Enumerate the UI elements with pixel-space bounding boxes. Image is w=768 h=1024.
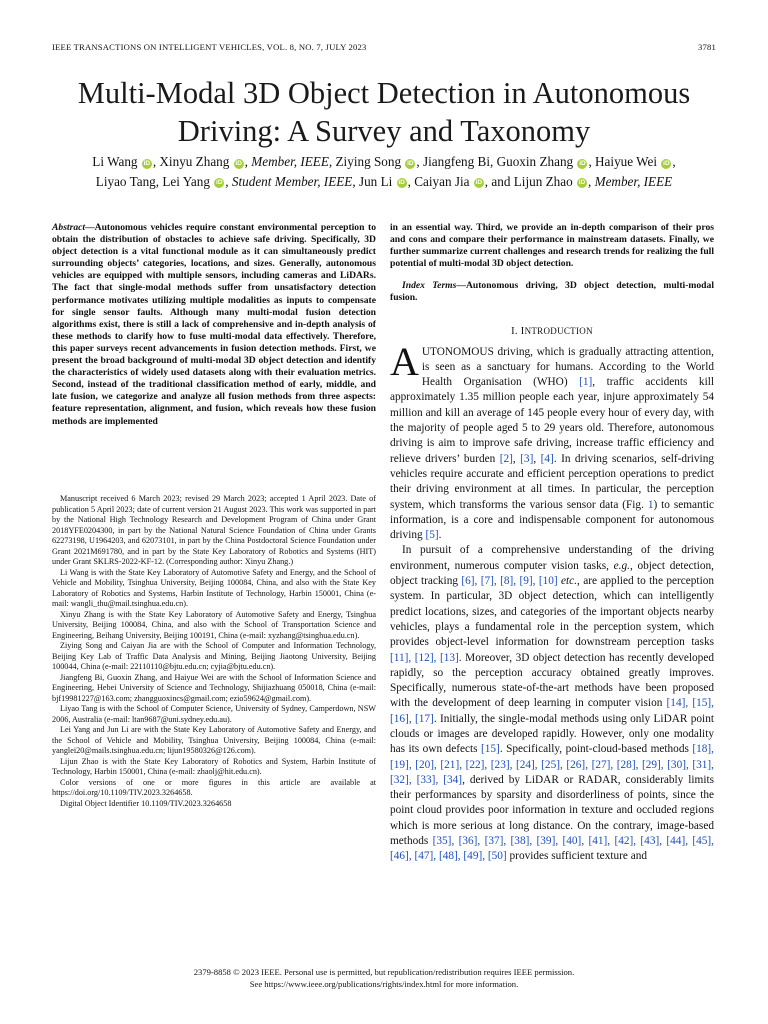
body-text: , traffic accidents kill approximately 1.35 million people each year, injure approximately 54 million and kill an average of 145 people every hour of every day, with the majority of people aged 5 to 29 years old. Therefore, autonomous driving is aim to improve safe driving, increase traffic efficiency and relieve drivers’ burden (390, 376, 714, 465)
footnote-affiliation: Xinyu Zhang is with the State Key Laboratory of Automotive Safety and Energy, Tsinghua University, Beijing 100084, China, and also with the School of Transportation Science and Engineering, Beihang University, Beijing 100191, China (e-mail: xyzhang@tsinghua.edu.cn). (52, 609, 376, 640)
rights-link[interactable]: See https://www.ieee.org/publications/rights/index.html for more information. (249, 978, 519, 989)
citation-link[interactable]: [1] (579, 376, 593, 389)
author-list (50, 152, 718, 191)
author-role: , Student Member, IEEE (225, 173, 353, 189)
author-li-wang: Li Wang (92, 154, 138, 169)
body-text: . In driving scenarios, self-driving vehicles require accurate and efficient perception operations to predict their driving environment at all times. In particular, the perception system, which transforms the various sensor data (Fig. (390, 452, 714, 511)
orcid-icon[interactable]: iD (579, 159, 586, 167)
citation-link[interactable]: [3] (520, 452, 534, 465)
author-separator: , (672, 154, 676, 169)
drop-cap: A (390, 338, 419, 384)
abstract (52, 222, 376, 428)
page-number: 3781 (698, 42, 716, 52)
journal-name: IEEE TRANSACTIONS ON INTELLIGENT VEHICLES, VOL. 8, NO. 7, JULY 2023 (52, 42, 367, 52)
footnote-affiliation: Lijun Zhao is with the State Key Laboratory of Robotics and System, Harbin Institute of Technology, Harbin 150001, China (e-mail: zhaolj@hit.edu.cn). (52, 756, 376, 776)
right-column (390, 222, 714, 865)
copyright-footer (40, 967, 728, 990)
author-ziying-song: , Ziying Song (328, 154, 402, 169)
citation-link[interactable]: [14], [15], [16], [17] (390, 697, 715, 725)
left-column (52, 222, 376, 428)
footnote-affiliation: Jiangfeng Bi, Guoxin Zhang, and Haiyue Wei are with the School of Information Science and Engineering, Hebei University of Science and Technology, Shijiazhuang 050018, China (e-mail: bjf19981227@163.com; zhangguoxincs@gmail.com; ezio59624@gmail.com). (52, 672, 376, 703)
citation-link[interactable]: [35], [36], [37], [38], [39], [40], [41], [42], [43], [44], [45], [46], [47], [48], [49], [50] (390, 835, 715, 863)
citation-link[interactable]: [15] (480, 743, 500, 756)
paper-title (40, 74, 728, 150)
footnote-manuscript: Manuscript received 6 March 2023; revised 29 March 2023; accepted 1 April 2023. Date of publication 5 April 2023; date of current version 21 August 2023. This work was supported in part by the National High Technology Research and Development Program of China under Grant 2018YFE0204300, in part by the National Natural Science Foundation of China under Grants 62273198, U1964203, and 62073101, in part by the China Postdoctoral Science Foundation under Grant 2021M691780, and in part by the State Key Laboratory of Robotics and Systems (HIT) under Grant SKLRS-2022-KF-12. (Corresponding author: Xinyu Zhang.) (52, 494, 376, 566)
footnote-affiliation: Lei Yang and Jun Li are with the State Key Laboratory of Automotive Safety and Energy, and the School of Vehicle and Mobility, Tsinghua University, Beijing 100084, China (e-mail: yanglei20@mails.tsinghua.edu.cn; lijun19580326@126.com). (52, 725, 376, 755)
body-text: . (438, 529, 442, 542)
index-terms-text: —Autonomous driving, 3D object detection, multi-modal fusion. (390, 280, 714, 304)
index-terms (390, 280, 714, 304)
author-role: , Member, IEEE (244, 154, 329, 169)
author-caiyan-jia: , Caiyan Jia (407, 173, 470, 189)
figure-link[interactable]: 1 (647, 498, 654, 511)
index-terms-lead: Index Terms (402, 280, 457, 292)
orcid-icon[interactable]: iD (398, 179, 405, 186)
footnote-affiliation: Liyao Tang is with the School of Computer Science, University of Sydney, Camperdown, NSW 2006, Australia (e-mail: ltan9687@uni.sydney.edu.au). (52, 704, 376, 724)
body-text: , are applied to the perception system. In particular, 3D object detection, which can intelligently predict locations, sizes, and categories of the important objects nearby vehicles, plays a fundamental role in the perception system, which provides object-level information for downstream perception tasks (390, 575, 715, 649)
author-jun-li: , Jun Li (352, 173, 393, 189)
footnotes (52, 494, 376, 809)
section-title-rest: NTRODUCTION (524, 325, 593, 336)
title-line-2: Driving: A Survey and Taxonomy (177, 114, 591, 148)
body-text: In pursuit of a comprehensive understanding of the driving environment, numerous computer vision tasks, (390, 544, 714, 572)
author-tang-yang: Liyao Tang, Lei Yang (95, 173, 210, 189)
body-text: . Moreover, 3D object detection has recently developed rapidly, so the perception accuracy obtained greatly improves. Specifically, numerous state-of-the-art methods have been proposed with the development of deep learning in computer vision (390, 651, 714, 710)
section-heading-introduction (390, 326, 714, 337)
body-text: . Specifically, point-cloud-based methods (499, 743, 693, 756)
orcid-icon[interactable]: iD (143, 159, 151, 167)
running-head (52, 42, 716, 52)
abstract-text: —Autonomous vehicles require constant environmental perception to obtain the distribution of obstacles to achieve safe driving. Specifically, 3D object detection is a vital functional module as it can simultaneously predict surrounding objects’ categories, locations, and sizes. Generally, autonomous vehicles are equipped with multiple sensors, including cameras and LiDARs. The fact that single-modal methods suffer from unsatisfactory detection performance motivates utilizing multiple modalities as inputs to compensate for single sensor faults. Although many multi-modal fusion detection algorithms exist, there is still a lack of comprehensive and in-depth analysis of these methods to clarify how to fuse multi-modal data effectively. Therefore, this paper surveys recent advancements in fusion detection methods. First, we present the broad background of multi-modal 3D object detection and identify the characteristics of widely used datasets along with their evaluation metrics. Second, instead of the traditional classification method of early, middle, and late fusion, we categorize and analyze all fusion methods from three aspects: feature representation, alignment, and fusion, which reveals how these fusion methods are implemented (52, 222, 376, 427)
body-text: UTONOMOUS driving, which is gradually attracting attention, is seen as a sanctuary for humans. According to the World Health Organisation (WHO) (421, 345, 714, 389)
citation-link[interactable]: [11], [12], [13] (390, 651, 459, 664)
author-xinyu-zhang: , Xinyu Zhang (152, 154, 230, 169)
footnote-affiliation: Ziying Song and Caiyan Jia are with the School of Computer and Information Technology, Beijing Key Lab of Traffic Data Analysis and Mining, Beijing Jiaotong University, Beijing 100044, China (e-mail: 22110110@bjtu.edu.cn; cyjia@bjtu.edu.cn). (52, 641, 376, 671)
section-title-initial: I (520, 325, 525, 337)
body-text: etc. (557, 575, 578, 588)
intro-paragraph-2 (390, 543, 714, 864)
body-text: provides sufficient texture and (506, 850, 648, 863)
author-haiyue-wei: , Haiyue Wei (588, 154, 658, 169)
author-bi-zhang: , Jiangfeng Bi, Guoxin Zhang (416, 154, 574, 169)
orcid-icon[interactable]: iD (407, 159, 414, 167)
citation-link[interactable]: [2] (499, 452, 513, 465)
citation-link[interactable]: [4] (540, 452, 554, 465)
intro-paragraph-1: AUTONOMOUS driving, which is gradually attracting attention, is seen as a sanctuary for humans. According to the World Health Organisation (WHO) [1], traffic accidents kill approximately 1.35 million people each year, injure approximately 54 million and kill an average of 145 people every hour of every day, with the majority of people aged 5 to 29 years old. Therefore, autonomous driving is aim to improve safe driving, increase traffic efficiency and relieve drivers’ burden [2], [3], [4]. In driving scenarios, self-driving vehicles require accurate and efficient perception operations to predict their driving environment at all times. In particular, the perception system, which transforms the various sensor data (Fig. 1) to semantic information, is a core and indispensable component for autonomous driving [5]. (390, 338, 714, 542)
body-text: , derived by LiDAR or RADAR, considerably limits their performances by sparsity and disorderliness of points, since the point cloud provides poor information in texture and occluded regions which is more serious at long distance. On the contrary, image-based methods (390, 773, 714, 848)
citation-link[interactable]: [6], [7], [8], [9], [10] (461, 575, 558, 588)
section-numeral: I. (511, 325, 521, 337)
body-text: ) to semantic information, is a core and indispensable component for autonomous driving (390, 498, 714, 542)
body-text: , object detection, object tracking (390, 559, 714, 588)
body-text: e.g. (613, 559, 630, 572)
orcid-icon[interactable]: iD (235, 159, 242, 167)
orcid-icon[interactable]: iD (216, 179, 223, 186)
citation-link[interactable]: [5] (425, 529, 439, 542)
abstract-lead: Abstract (52, 222, 86, 233)
copyright-line: 2379-8858 © 2023 IEEE. Personal use is permitted, but republication/redistribution requires IEEE permission. (193, 967, 575, 977)
abstract-continued: in an essential way. Third, we provide an in-depth comparison of their pros and cons and compare their performance in mainstream datasets. Finally, we further summarize current challenges and research trends for realizing the full potential of multi-modal 3D object detection. (390, 222, 714, 270)
footnote-affiliation: Li Wang is with the State Key Laboratory of Automotive Safety and Energy, and the School of Vehicle and Mobility, Tsinghua University, Beijing 100084, China, and also with the State Key Laboratory of Robotics and Systems, Harbin Institute of Technology, Harbin 150001, China (e-mail: wangli_thu@mail.tsinghua.edu.cn). (52, 567, 376, 608)
footnote-doi: Digital Object Identifier 10.1109/TIV.2023.3264658 (60, 798, 232, 808)
orcid-icon[interactable]: iD (475, 179, 483, 186)
footnote-color-versions: Color versions of one or more figures in this article are available at https://doi.org/10.1109/TIV.2023.3264658. (52, 777, 376, 797)
author-role: , Member, IEEE (588, 173, 673, 189)
orcid-icon[interactable]: iD (578, 179, 586, 186)
author-lijun-zhao: , and Lijun Zhao (484, 173, 573, 189)
body-text: . Initially, the single-modal methods using only LiDAR point clouds or images are developed rapidly. However, only one modality has its own defects (390, 712, 714, 756)
citation-link[interactable]: [18], [19], [20], [21], [22], [23], [24], [25], [26], [27], [28], [29], [30], [31], [32], [33], [34] (390, 743, 714, 786)
orcid-icon[interactable]: iD (663, 159, 670, 167)
title-line-1: Multi-Modal 3D Object Detection in Autonomous (77, 76, 691, 110)
